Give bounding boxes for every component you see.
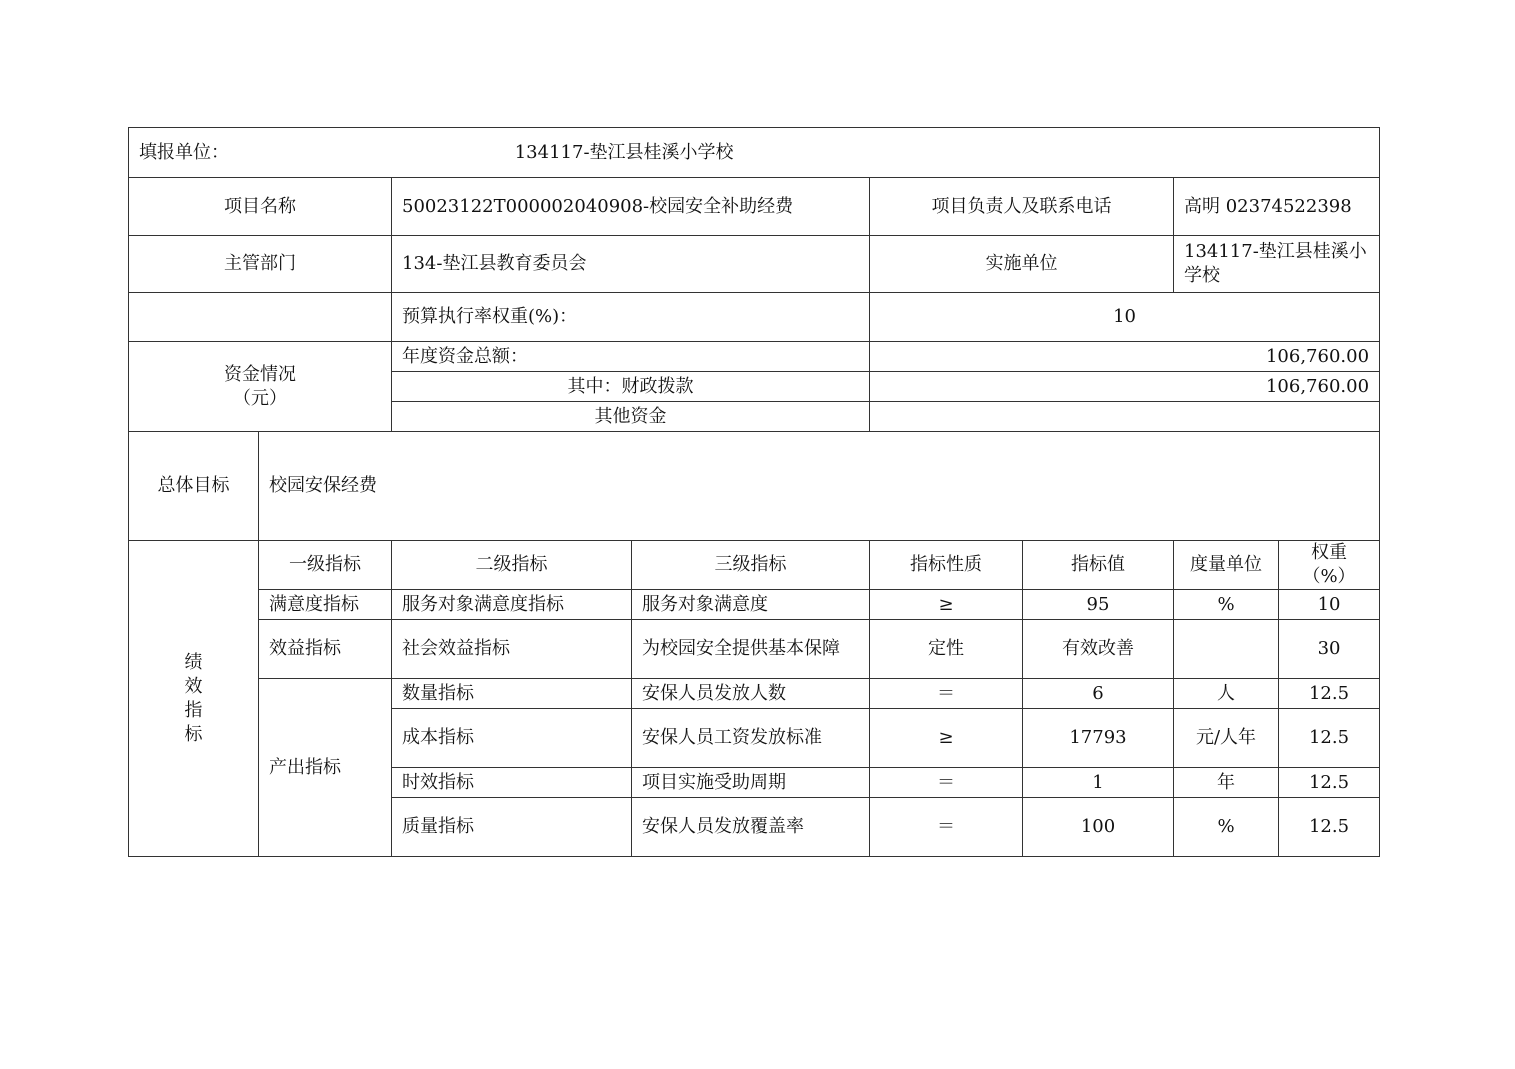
level2-cell: 社会效益指标: [392, 620, 632, 679]
budget-weight-label: 预算执行率权重(%)：: [392, 293, 870, 342]
performance-indicator-label: [129, 541, 259, 857]
header-weight: 权重（%）: [1279, 541, 1380, 590]
level3-cell: 项目实施受助周期: [632, 768, 870, 798]
weight-cell: 30: [1279, 620, 1380, 679]
budget-weight-value: 10: [870, 293, 1380, 342]
nature-cell: ＝: [870, 768, 1023, 798]
funds-total-row: [129, 342, 1380, 372]
project-name-label: 项目名称: [129, 178, 392, 236]
reporting-unit-label: 填报单位：: [139, 141, 229, 163]
reporting-unit-value: 134117-垫江县桂溪小学校: [514, 141, 734, 163]
weight-cell: 10: [1279, 590, 1380, 620]
level3-cell: 安保人员发放覆盖率: [632, 798, 870, 857]
funds-fiscal-value: 106,760.00: [870, 372, 1380, 402]
funds-label-line1: 资金情况: [224, 363, 296, 385]
unit-cell: %: [1174, 590, 1279, 620]
side-label-char: 绩: [184, 651, 203, 673]
budget-weight-row: [129, 293, 1380, 342]
department-label: 主管部门: [129, 236, 392, 293]
funds-fiscal-label: 其中：财政拨款: [392, 372, 870, 402]
table-row: [129, 679, 1380, 709]
indicator-header-row: [129, 541, 1380, 590]
side-label-char: 效: [184, 675, 203, 697]
value-cell: 6: [1023, 679, 1174, 709]
weight-cell: 12.5: [1279, 798, 1380, 857]
performance-target-table: [128, 127, 1380, 857]
unit-cell: 元/人年: [1174, 709, 1279, 768]
department-value: 134-垫江县教育委员会: [392, 236, 870, 293]
level2-cell: 服务对象满意度指标: [392, 590, 632, 620]
funds-other-value: [870, 402, 1380, 432]
overall-goal-value: 校园安保经费: [259, 432, 1380, 541]
level1-output: 产出指标: [259, 679, 392, 857]
table-row: [129, 620, 1380, 679]
level3-cell: 安保人员发放人数: [632, 679, 870, 709]
reporting-unit-row: [129, 128, 1380, 178]
header-level2: 二级指标: [392, 541, 632, 590]
header-value: 指标值: [1023, 541, 1174, 590]
funds-label-line2: （元）: [233, 387, 287, 409]
header-level3: 三级指标: [632, 541, 870, 590]
project-contact-value: 高明 02374522398: [1174, 178, 1380, 236]
table-row: [129, 590, 1380, 620]
unit-cell: 人: [1174, 679, 1279, 709]
weight-cell: 12.5: [1279, 768, 1380, 798]
level3-cell: 安保人员工资发放标准: [632, 709, 870, 768]
weight-cell: 12.5: [1279, 709, 1380, 768]
header-nature: 指标性质: [870, 541, 1023, 590]
project-contact-label: 项目负责人及联系电话: [870, 178, 1174, 236]
department-row: [129, 236, 1380, 293]
level3-cell: 服务对象满意度: [632, 590, 870, 620]
value-cell: 有效改善: [1023, 620, 1174, 679]
nature-cell: ≥: [870, 590, 1023, 620]
funds-label: [129, 342, 392, 432]
funds-other-label: 其他资金: [392, 402, 870, 432]
level2-cell: 时效指标: [392, 768, 632, 798]
budget-weight-blank: [129, 293, 392, 342]
unit-cell: [1174, 620, 1279, 679]
side-label-char: 指: [184, 699, 203, 721]
value-cell: 17793: [1023, 709, 1174, 768]
side-label-char: 标: [184, 723, 203, 745]
level1-satisfaction: 满意度指标: [259, 590, 392, 620]
funds-total-value: 106,760.00: [870, 342, 1380, 372]
level2-cell: 数量指标: [392, 679, 632, 709]
project-name-value: 50023122T000002040908-校园安全补助经费: [392, 178, 870, 236]
level2-cell: 成本指标: [392, 709, 632, 768]
value-cell: 1: [1023, 768, 1174, 798]
implementing-unit-label: 实施单位: [870, 236, 1174, 293]
implementing-unit-value: 134117-垫江县桂溪小学校: [1174, 236, 1380, 293]
level3-cell: 为校园安全提供基本保障: [632, 620, 870, 679]
header-level1: 一级指标: [259, 541, 392, 590]
weight-cell: 12.5: [1279, 679, 1380, 709]
nature-cell: ＝: [870, 798, 1023, 857]
reporting-unit-cell: [129, 128, 1380, 178]
project-name-row: [129, 178, 1380, 236]
header-unit: 度量单位: [1174, 541, 1279, 590]
value-cell: 100: [1023, 798, 1174, 857]
nature-cell: 定性: [870, 620, 1023, 679]
nature-cell: ≥: [870, 709, 1023, 768]
value-cell: 95: [1023, 590, 1174, 620]
unit-cell: %: [1174, 798, 1279, 857]
funds-total-label: 年度资金总额：: [392, 342, 870, 372]
level2-cell: 质量指标: [392, 798, 632, 857]
overall-goal-label: 总体目标: [129, 432, 259, 541]
nature-cell: ＝: [870, 679, 1023, 709]
overall-goal-row: [129, 432, 1380, 541]
level1-benefit: 效益指标: [259, 620, 392, 679]
unit-cell: 年: [1174, 768, 1279, 798]
